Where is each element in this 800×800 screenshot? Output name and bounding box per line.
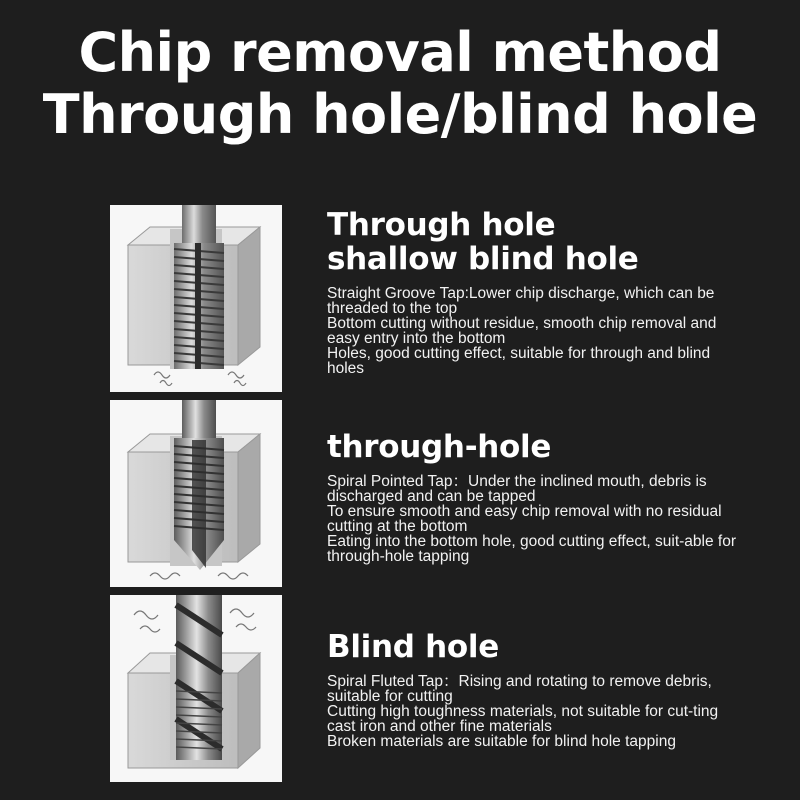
title-line-2: Through hole/blind hole xyxy=(42,83,758,146)
section-1-desc-line-3: Holes, good cutting effect, suitable for through and blind holes xyxy=(327,345,711,377)
section-1-desc-line-2: Bottom cutting without residue, smooth chip removal and easy entry into the bottom xyxy=(327,315,717,347)
section-1-text xyxy=(327,208,747,376)
section-3-desc-line-3: Broken materials are suitable for blind hole tapping xyxy=(327,733,676,750)
section-3-text xyxy=(327,630,747,749)
section-3-heading xyxy=(327,630,747,664)
spiral-fluted-tap-icon xyxy=(110,595,282,782)
section-2-desc-line-2: To ensure smooth and easy chip removal with no residual cutting at the bottom xyxy=(327,503,722,535)
section-2-text xyxy=(327,430,747,564)
section-1-heading xyxy=(327,208,747,276)
section-3-description xyxy=(327,674,747,749)
section-3-heading-line-1: Blind hole xyxy=(327,629,499,665)
section-1-desc-line-1: Straight Groove Tap:Lower chip discharge, which can be threaded to the top xyxy=(327,285,715,317)
section-2-heading-line-1: through-hole xyxy=(327,429,552,465)
section-1-description xyxy=(327,286,747,376)
section-2-desc-line-1: Spiral Pointed Tap：Under the inclined mouth, debris is discharged and can be tapped xyxy=(327,473,707,505)
section-1-heading-line-2: shallow blind hole xyxy=(327,241,639,277)
section-1-heading-line-1: Through hole xyxy=(327,207,556,243)
section-2-heading xyxy=(327,430,747,464)
straight-groove-tap-icon xyxy=(110,205,282,392)
section-2-desc-line-3: Eating into the bottom hole, good cutting effect, suit-able for through-hole tapping xyxy=(327,533,737,565)
spiral-pointed-tap-icon xyxy=(110,400,282,587)
section-3-desc-line-2: Cutting high toughness materials, not suitable for cut-ting cast iron and other fine materials xyxy=(327,703,719,735)
section-3-desc-line-1: Spiral Fluted Tap：Rising and rotating to remove debris, suitable for cutting xyxy=(327,673,712,705)
title-line-1: Chip removal method xyxy=(78,21,722,84)
section-2-description xyxy=(327,474,747,564)
page-title xyxy=(0,22,800,146)
